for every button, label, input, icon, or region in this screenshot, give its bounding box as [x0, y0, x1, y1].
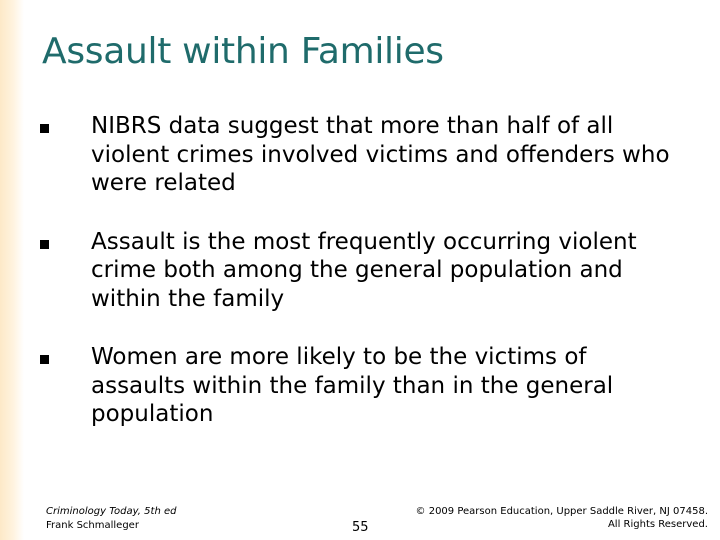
bullet-text: Assault is the most frequently occurring violent crime both among the general population and within the family — [91, 228, 637, 312]
slide-left-accent-band — [0, 0, 24, 540]
bullet-text: NIBRS data suggest that more than half of all violent crimes involved victims and offenders who were related — [91, 113, 670, 196]
square-bullet-icon — [40, 124, 49, 133]
footer-author: Frank Schmalleger — [46, 520, 139, 531]
page-number: 55 — [352, 520, 369, 535]
square-bullet-icon — [40, 355, 49, 364]
bullet-text: Women are more likely to be the victims of assaults within the family than in the general population — [91, 344, 614, 427]
slide-title: Assault within Families — [42, 31, 444, 72]
footer-copyright — [416, 505, 708, 531]
bullet-list — [40, 112, 680, 459]
copyright-line-1: © 2009 Pearson Education, Upper Saddle River, NJ 07458. — [415, 506, 708, 517]
square-bullet-icon — [40, 240, 49, 249]
bullet-item — [40, 112, 680, 198]
copyright-line-2: All Rights Reserved. — [607, 519, 708, 530]
bullet-item — [40, 343, 680, 429]
footer-book-title: Criminology Today, 5th ed — [46, 506, 177, 517]
footer-source — [46, 505, 176, 533]
bullet-item — [40, 228, 680, 314]
